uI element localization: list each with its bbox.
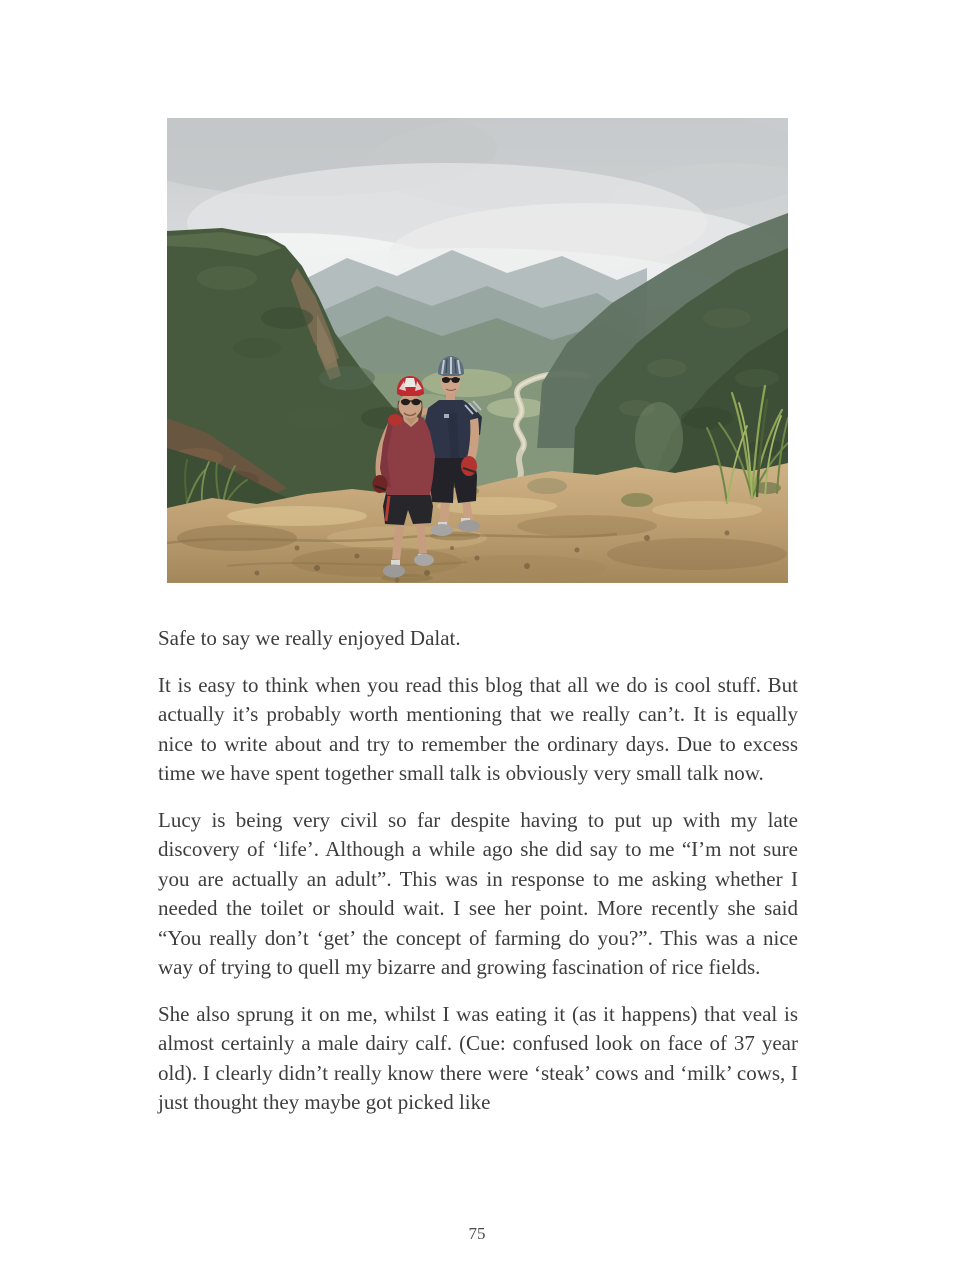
photo: [167, 118, 788, 583]
photo-illustration: [167, 118, 788, 583]
body-text: [158, 624, 798, 1135]
paragraph-4: She also sprung it on me, whilst I was eating it (as it happens) that veal is almost certainly a male dairy calf. (Cue: confused look on face of 37 year old). I clearly didn’t really know there were ‘steak’ cows and ‘milk’ cows, I just thought they maybe got picked like: [158, 1001, 798, 1114]
paragraph-3: Lucy is being very civil so far despite having to put up with my late discovery of ‘life’. Although a while ago she did say to me “I’m not sure you are actually an adult”. This was in response to me asking whether I needed the toilet or should wait. I see her point. More recently she said “You really don’t ‘get’ the concept of farming do you?”. This was a nice way of trying to quell my bizarre and growing fascination of rice fields.: [158, 807, 798, 979]
paragraph-1: Safe to say we really enjoyed Dalat.: [158, 626, 461, 650]
paragraph-2: It is easy to think when you read this blog that all we do is cool stuff. But actually it’s probably worth mentioning that we really can’t. It is equally nice to write about and try to remember the ordinary days. Due to excess time we have spent together small talk is obviously very small talk now.: [158, 672, 798, 785]
page-number: 75: [468, 1224, 486, 1243]
